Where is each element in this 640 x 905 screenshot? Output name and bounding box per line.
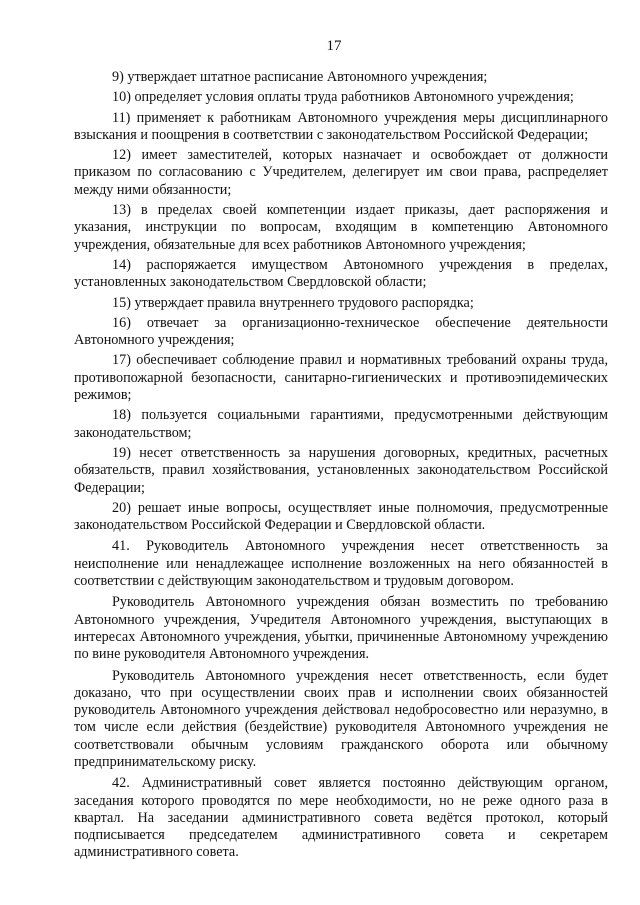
paragraph-item-18: 18) пользуется социальными гарантиями, предусмотренными действующим законодательством; bbox=[74, 407, 608, 441]
paragraph-item-13: 13) в пределах своей компетенции издает приказы, дает распоряжения и указания, инструкции по вопросам, входящим в компетенцию Автономного учреждения, обязательные для всех работников Автономного учреждения; bbox=[74, 202, 608, 253]
paragraph-item-20: 20) решает иные вопросы, осуществляет иные полномочия, предусмотренные законодательством Российской Федерации и Свердловской области. bbox=[74, 499, 608, 534]
paragraph-item-17: 17) обеспечивает соблюдение правил и нормативных требований охраны труда, противопожарной безопасности, санитарно-гигиенических и противоэпидемических режимов; bbox=[74, 352, 608, 404]
paragraph-item-14: 14) распоряжается имуществом Автономного учреждения в пределах, установленных законодательством Свердловской области; bbox=[74, 256, 608, 291]
paragraph-clause-41-liability: Руководитель Автономного учреждения несет ответственность, если будет доказано, что при осуществлении своих прав и исполнении своих обязанностей руководитель Автономного учреждения действовал недобросовестно или неразумно, в том числе если действия (бездействие) руководителя Автономного учреждения не соответствовали обычным условиям гражданского оборота или обычному предпринимательскому риску. bbox=[74, 667, 608, 770]
paragraph-clause-41-damages: Руководитель Автономного учреждения обязан возместить по требованию Автономного учреждения, Учредителя Автономного учреждения, выступающих в интересах Автономного учреждения, убытки, причиненные Автономному учреждению по вине руководителя Автономного учреждения. bbox=[74, 594, 608, 663]
paragraph-item-15: 15) утверждает правила внутреннего трудового распорядка; bbox=[112, 294, 474, 311]
paragraph-item-16: 16) отвечает за организационно-техническое обеспечение деятельности Автономного учреждения; bbox=[74, 314, 608, 349]
paragraph-clause-41: 41. Руководитель Автономного учреждения несет ответственность за неисполнение или ненадлежащее исполнение возложенных на него обязанностей в соответствии с действующим законодательством и трудовым договором. bbox=[74, 538, 608, 590]
paragraph-item-12: 12) имеет заместителей, которых назначает и освобождает от должности приказом по согласованию с Учредителем, делегирует им свои права, распределяет между ними обязанности; bbox=[74, 147, 608, 198]
paragraph-clause-42: 42. Административный совет является постоянно действующим органом, заседания которого проводятся по мере необходимости, но не реже одного раза в квартал. На заседании административного совета ведётся протокол, который подписывается председателем административного совета и секретарем административного совета. bbox=[74, 775, 608, 861]
page-number: 17 bbox=[326, 38, 342, 54]
paragraph-item-19: 19) несет ответственность за нарушения договорных, кредитных, расчетных обязательств, правил хозяйствования, установленных законодательством Российской Федерации; bbox=[74, 444, 608, 496]
paragraph-item-11: 11) применяет к работникам Автономного учреждения меры дисциплинарного взыскания и поощрения в соответствии с законодательством Российской Федерации; bbox=[74, 109, 608, 143]
paragraph-item-9: 9) утверждает штатное расписание Автономного учреждения; bbox=[112, 69, 488, 85]
paragraph-item-10: 10) определяет условия оплаты труда работников Автономного учреждения; bbox=[112, 89, 574, 106]
